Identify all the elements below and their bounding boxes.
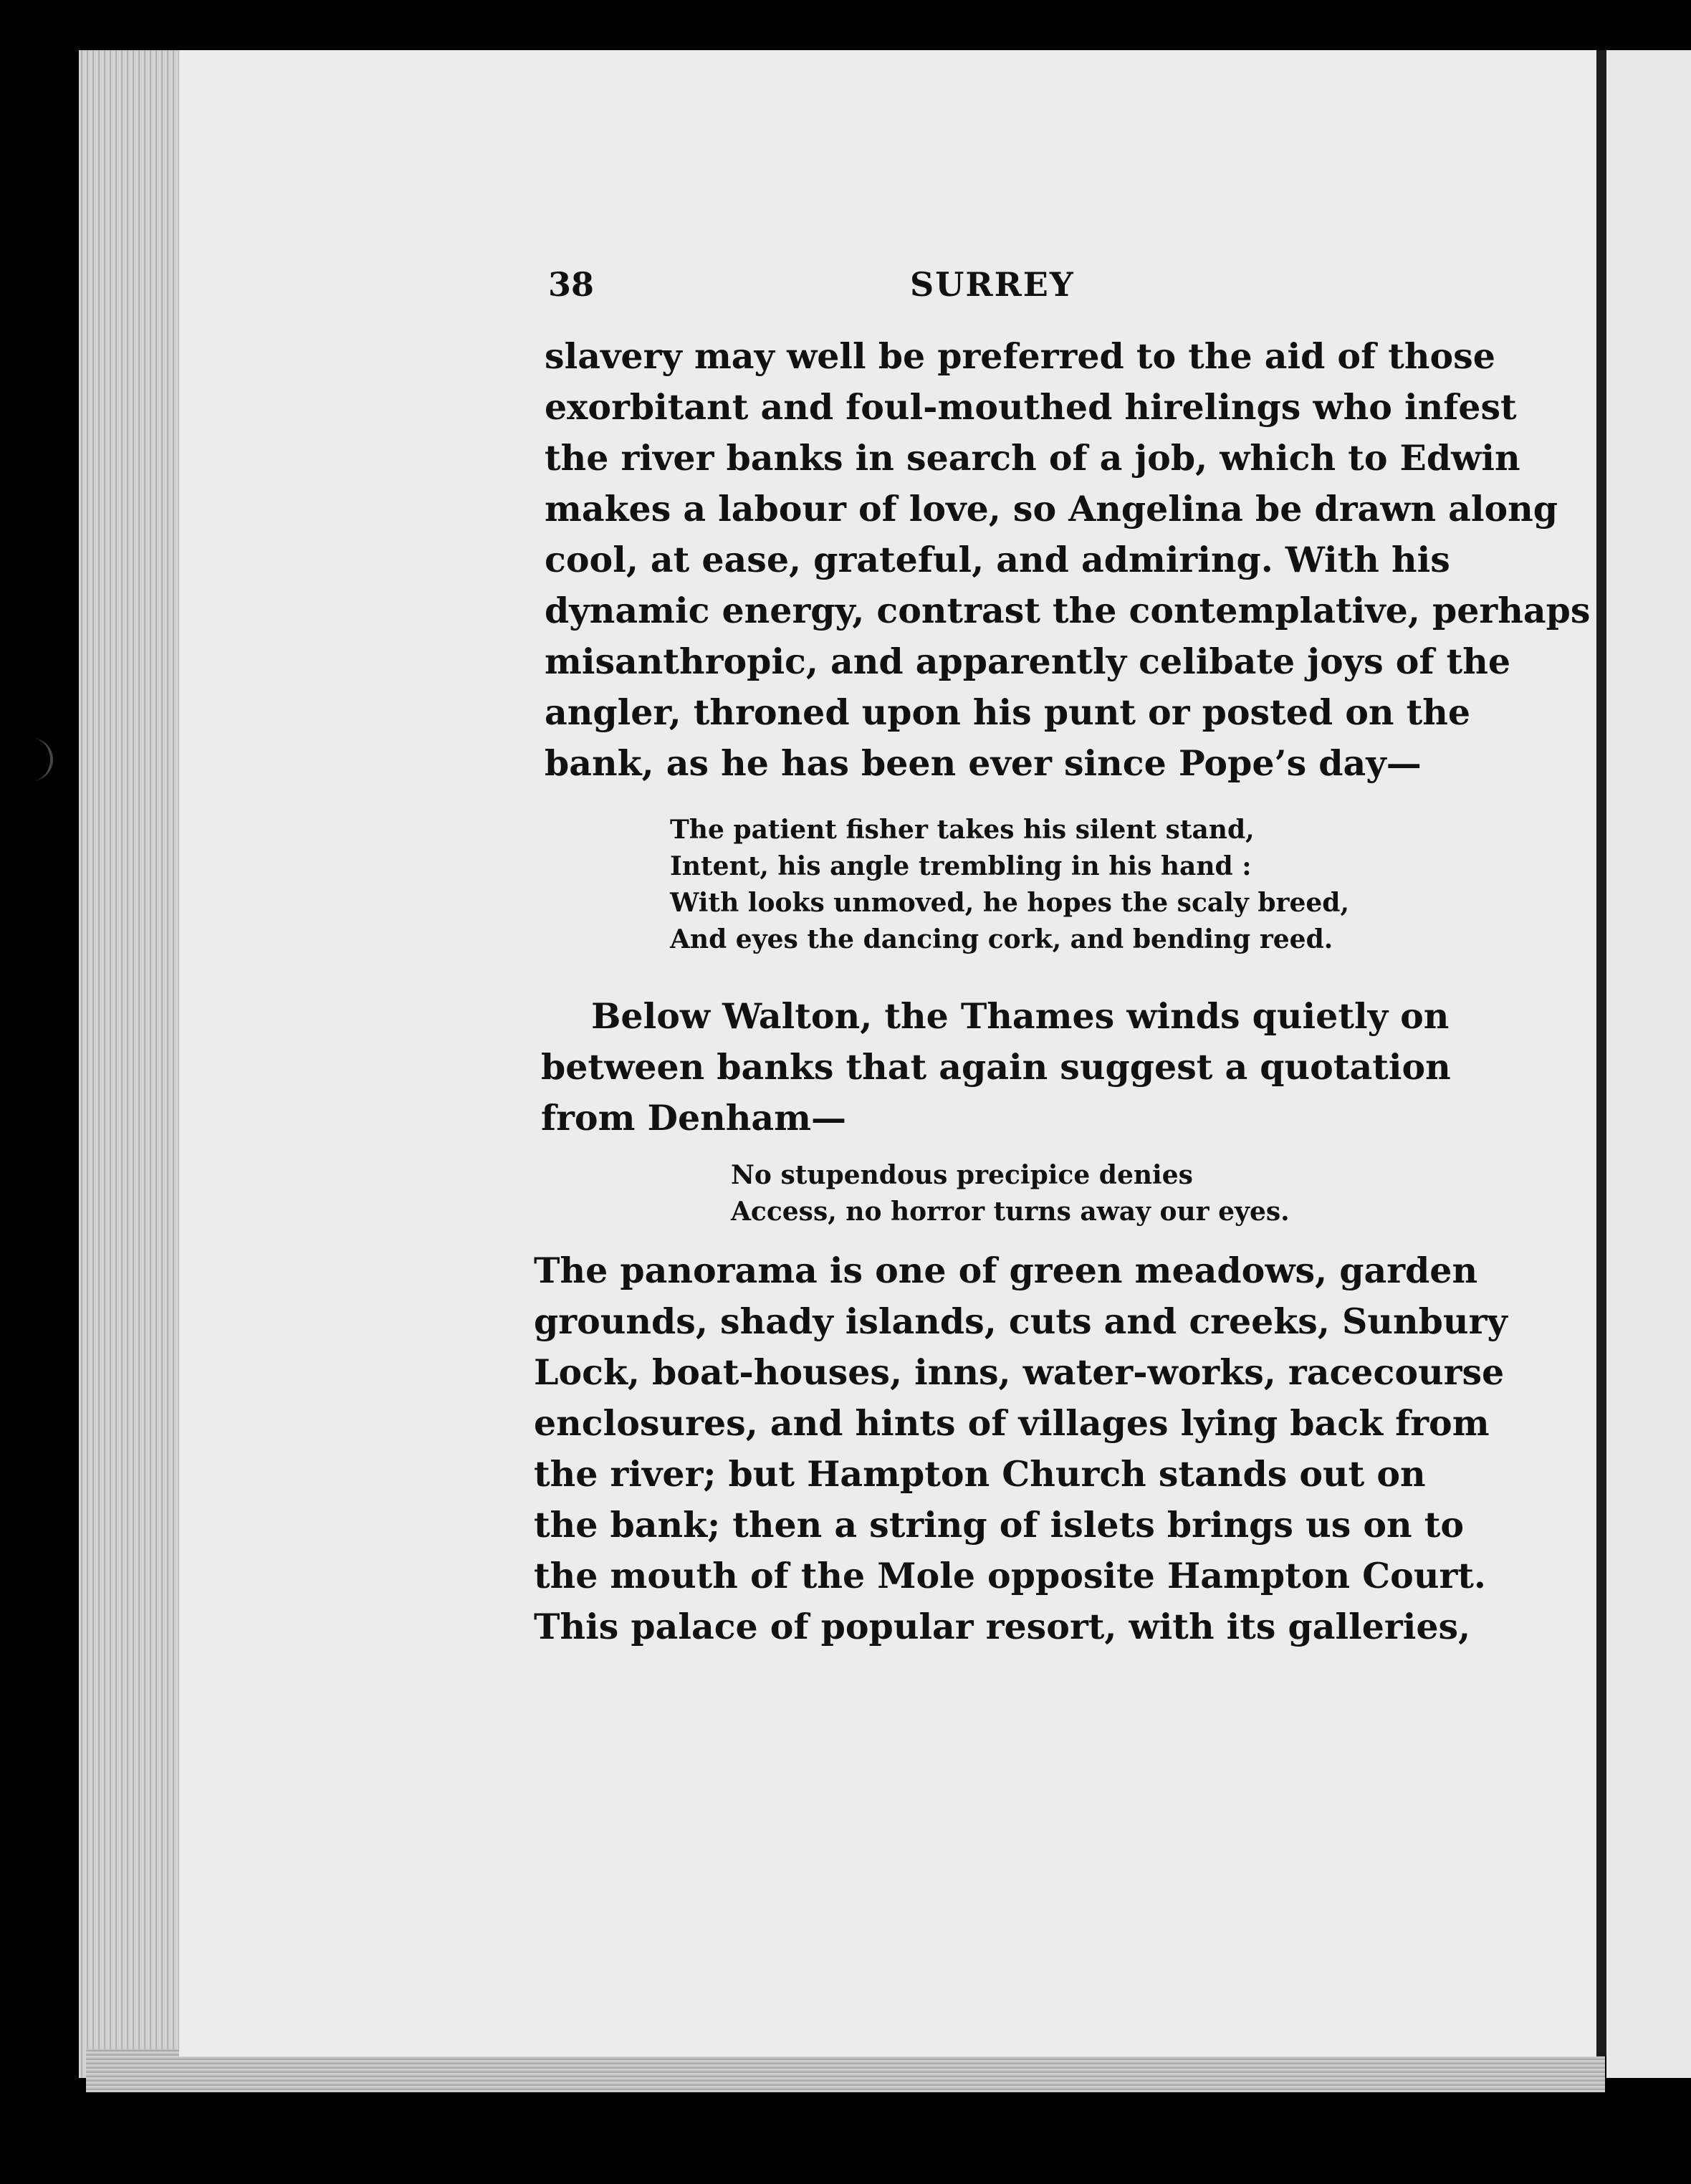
paragraph-line: This palace of popular resort, with its galleries, — [534, 1606, 1471, 1647]
paragraph-line: angler, throned upon his punt or posted on the — [545, 691, 1471, 733]
running-head — [548, 265, 1075, 308]
paragraph-line: from Denham— — [541, 1097, 846, 1139]
paragraph-line: dynamic energy, contrast the contemplative, perhaps — [545, 590, 1591, 631]
paragraph-line: between banks that again suggest a quotation — [541, 1046, 1451, 1088]
verse-line: Access, no horror turns away our eyes. — [731, 1197, 1290, 1227]
paragraph-line: the mouth of the Mole opposite Hampton Court. — [534, 1555, 1486, 1596]
paragraph-3 — [534, 1245, 1508, 1652]
page-number: 38 — [548, 265, 595, 304]
verse-line: No stupendous precipice denies — [731, 1160, 1193, 1190]
book-gutter — [1596, 50, 1606, 2056]
verse-line: Intent, his angle trembling in his hand : — [670, 851, 1252, 881]
paragraph-line: enclosures, and hints of villages lying back from — [534, 1402, 1490, 1444]
book-page-edges — [79, 50, 186, 2078]
paragraph-line: exorbitant and foul-mouthed hirelings who infest — [545, 386, 1517, 428]
verse-quotation-denham — [731, 1157, 1290, 1230]
paragraph-line: The panorama is one of green meadows, garden — [534, 1250, 1478, 1291]
verse-line: And eyes the dancing cork, and bending reed. — [670, 924, 1333, 954]
verse-line: With looks unmoved, he hopes the scaly breed, — [670, 888, 1349, 918]
paragraph-line: the river; but Hampton Church stands out on — [534, 1453, 1426, 1495]
paragraph-line: the bank; then a string of islets brings us on to — [534, 1504, 1465, 1546]
paragraph-line: Lock, boat-houses, inns, water-works, racecourse — [534, 1351, 1505, 1393]
facing-page-edge — [1606, 50, 1691, 2078]
paragraph-line: slavery may well be preferred to the aid of those — [545, 335, 1495, 377]
paragraph-line: misanthropic, and apparently celibate joys of the — [545, 641, 1511, 682]
paragraph-2 — [541, 991, 1451, 1144]
verse-line: The patient fisher takes his silent stand, — [670, 815, 1255, 845]
paragraph-line: bank, as he has been ever since Pope’s day— — [545, 742, 1422, 784]
paragraph-line: grounds, shady islands, cuts and creeks, Sunbury — [534, 1301, 1508, 1342]
paragraph-1 — [545, 331, 1591, 789]
running-title: SURREY — [910, 265, 1075, 304]
paragraph-line: cool, at ease, grateful, and admiring. With his — [545, 539, 1450, 580]
paragraph-line: makes a labour of love, so Angelina be drawn along — [545, 488, 1558, 530]
paragraph-line: the river banks in search of a job, which to Edwin — [545, 437, 1520, 479]
verse-quotation-pope — [670, 812, 1349, 958]
paragraph-line: Below Walton, the Thames winds quietly on — [591, 995, 1450, 1037]
scan-edge-mark — [0, 738, 53, 781]
